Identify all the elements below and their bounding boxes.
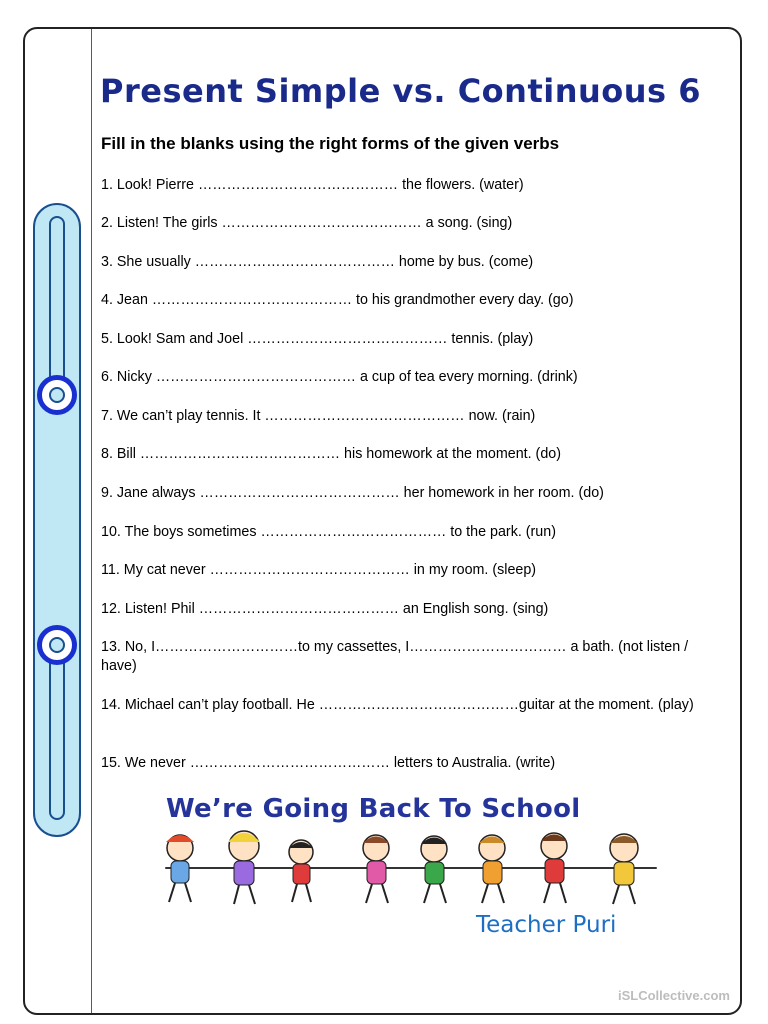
exercise-item: 5. Look! Sam and Joel …………………………………… tennis. (play)	[101, 331, 534, 347]
child-figure	[289, 840, 313, 902]
exercise-item: 8. Bill …………………………………… his homework at the moment. (do)	[101, 446, 561, 462]
margin-line	[91, 29, 92, 1013]
banner-heading: We’re Going Back To School	[166, 794, 581, 824]
exercise-item: 1. Look! Pierre …………………………………… the flowers. (water)	[101, 177, 524, 193]
exercise-item: 13. No, I…………………………to my cassettes, I…………………………… a bath. (not listen / have)	[101, 639, 689, 674]
binder-ring-bottom-icon	[37, 625, 77, 665]
child-figure	[421, 836, 447, 903]
teacher-signature: Teacher Puri	[476, 912, 617, 938]
exercise-item: 12. Listen! Phil …………………………………… an English song. (sing)	[101, 601, 549, 617]
child-figure	[610, 834, 638, 904]
binder-ring-top-icon	[37, 375, 77, 415]
instructions: Fill in the blanks using the right forms of the given verbs	[101, 134, 560, 153]
watermark: iSLCollective.com	[618, 988, 730, 1003]
child-figure	[479, 835, 505, 903]
worksheet-title: Present Simple vs. Continuous 6	[100, 72, 701, 110]
exercise-item: 6. Nicky …………………………………… a cup of tea every morning. (drink)	[101, 369, 578, 385]
child-figure	[541, 833, 567, 903]
children-holding-hands-icon	[156, 830, 664, 908]
binder-slot-bottom	[49, 642, 65, 820]
exercise-item: 11. My cat never …………………………………… in my room. (sleep)	[101, 562, 537, 578]
exercise-item: 14. Michael can’t play football. He ……………………………………guitar at the moment. (play)	[101, 697, 694, 713]
exercise-item: 10. The boys sometimes ………………………………… to the park. (run)	[101, 524, 556, 540]
exercise-item: 2. Listen! The girls …………………………………… a song. (sing)	[101, 215, 513, 231]
exercise-item: 7. We can’t play tennis. It …………………………………… now. (rain)	[101, 408, 536, 424]
exercise-item: 4. Jean …………………………………… to his grandmother every day. (go)	[101, 292, 574, 308]
child-figure	[363, 835, 389, 903]
exercise-item: 3. She usually …………………………………… home by bus. (come)	[101, 254, 534, 270]
exercise-item: 9. Jane always …………………………………… her homework in her room. (do)	[101, 485, 604, 501]
binder-slot-top	[49, 216, 65, 394]
exercise-item: 15. We never …………………………………… letters to Australia. (write)	[101, 755, 556, 771]
